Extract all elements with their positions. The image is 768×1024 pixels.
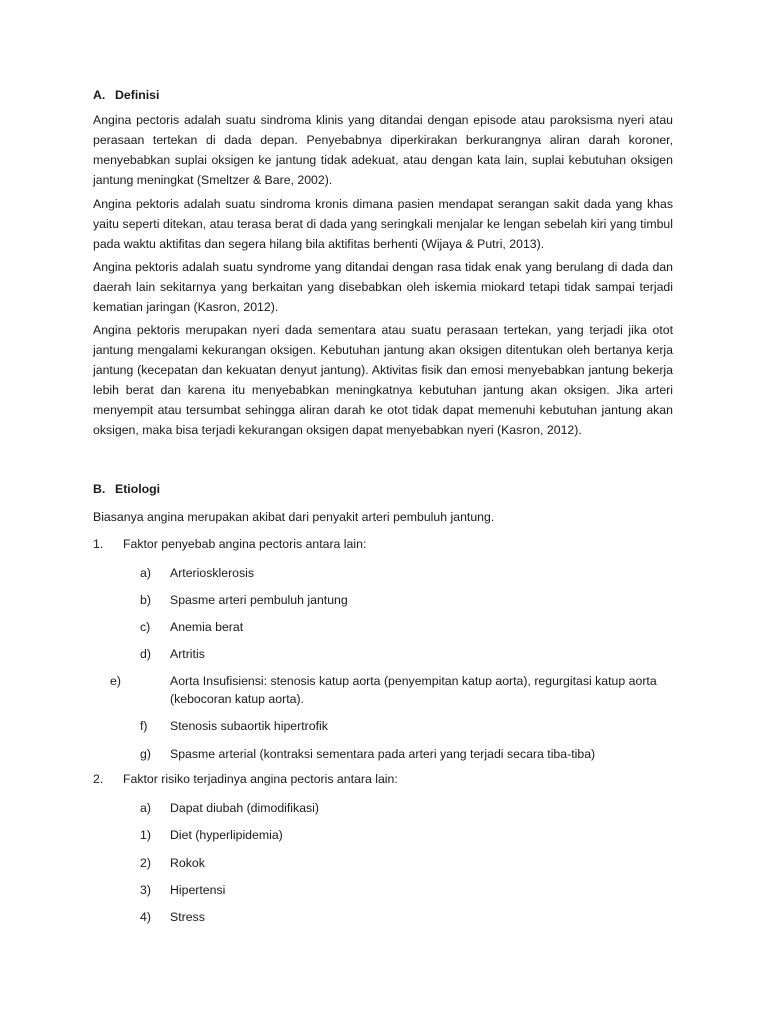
list-item-label: g) <box>140 747 151 761</box>
list-item-label: c) <box>140 620 151 634</box>
list-item-label: 4) <box>140 910 151 924</box>
list-item-label: 2) <box>140 856 151 870</box>
list-item <box>140 618 660 636</box>
list-item-text: Stress <box>170 910 205 924</box>
list-item-2-number: 2. <box>93 772 104 786</box>
list-item <box>140 745 700 763</box>
section-b-letter: B. <box>93 482 106 496</box>
list-item <box>140 564 660 582</box>
list-item-text: Diet (hyperlipidemia) <box>170 828 283 842</box>
section-a-title: Definisi <box>115 88 160 102</box>
section-b-heading <box>93 482 160 496</box>
list-item-text: Stenosis subaortik hipertrofik <box>170 719 328 733</box>
section-a-letter: A. <box>93 88 106 102</box>
etiology-intro: Biasanya angina merupakan akibat dari penyakit arteri pembuluh jantung. <box>93 510 495 524</box>
list-item <box>140 908 660 926</box>
list-item-1 <box>93 537 673 551</box>
section-a-heading <box>93 88 159 102</box>
list-item-label: f) <box>140 719 148 733</box>
list-item-2-text: Faktor risiko terjadinya angina pectoris antara lain: <box>123 772 398 786</box>
list-item-text: Aorta Insufisiensi: stenosis katup aorta (penyempitan katup aorta), regurgitasi katup aorta (kebocoran katup aorta). <box>170 674 657 706</box>
list-item <box>140 591 660 609</box>
list-item-label: b) <box>140 593 151 607</box>
list-item-text: Spasme arterial (kontraksi sementara pada arteri yang terjadi secara tiba-tiba) <box>170 747 596 761</box>
list-item-text: Artritis <box>170 647 205 661</box>
list-item-1-text: Faktor penyebab angina pectoris antara lain: <box>123 537 367 551</box>
list-item <box>140 645 660 663</box>
list-item-label: 1) <box>140 828 151 842</box>
list-item-label: d) <box>140 647 151 661</box>
list-item-text: Rokok <box>170 856 205 870</box>
list-item-2 <box>93 772 673 786</box>
list-item <box>140 799 660 817</box>
list-item-1-number: 1. <box>93 537 104 551</box>
list-item-text: Arteriosklerosis <box>170 566 255 580</box>
list-item-text: Hipertensi <box>170 883 226 897</box>
definition-paragraph-4: Angina pektoris merupakan nyeri dada sementara atau suatu perasaan tertekan, yang terjadi jika otot jantung mengalami kekurangan oksigen. Kebutuhan jantung akan oksigen ditentukan oleh bertanya kerja jantung (kecepatan dan kekuatan denyut jantung). Aktivitas fisik dan emosi menyebabkan jantung bekerja lebih berat dan karena itu menyebabkan meningkatnya kebutuhan jantung akan oksigen. Jika arteri menyempit atau tersumbat sehingga aliran darah ke otot tidak dapat memenuhi kebutuhan jantung akan oksigen, maka bisa terjadi kekurangan oksigen dapat menyebabkan nyeri (Kasron, 2012). <box>93 323 673 437</box>
definition-paragraph-2: Angina pektoris adalah suatu sindroma kronis dimana pasien mendapat serangan sakit dada yang khas yaitu seperti ditekan, atau terasa berat di dada yang seringkali menjalar ke lengan sebelah kiri yang timbul pada waktu aktifitas dan segera hilang bila aktifitas berhenti (Wijaya & Putri, 2013). <box>93 197 673 251</box>
list-item-label: e) <box>110 674 121 688</box>
definition-paragraph-3: Angina pektoris adalah suatu syndrome yang ditandai dengan rasa tidak enak yang berulang di dada dan daerah lain sekitarnya yang berkaitan yang disebabkan oleh iskemia miokard tetapi tidak sampai terjadi kematian jaringan (Kasron, 2012). <box>93 260 673 314</box>
list-item <box>140 854 660 872</box>
definition-paragraph-1: Angina pectoris adalah suatu sindroma klinis yang ditandai dengan episode atau paroksisma nyeri atau perasaan tertekan di dada depan. Penyebabnya diperkirakan berkurangnya aliran darah koroner, menyebabkan suplai oksigen ke jantung tidak adekuat, atau dengan kata lain, suplai kebutuhan oksigen jantung meningkat (Smeltzer & Bare, 2002). <box>93 113 673 187</box>
list-item-text: Anemia berat <box>170 620 244 634</box>
list-item <box>140 881 660 899</box>
list-item <box>110 672 680 708</box>
list-item <box>140 717 660 735</box>
list-item-label: 3) <box>140 883 151 897</box>
list-item-label: a) <box>140 566 151 580</box>
list-item-text: Spasme arteri pembuluh jantung <box>170 593 348 607</box>
section-b-title: Etiologi <box>115 482 161 496</box>
list-item-label: a) <box>140 801 151 815</box>
list-item <box>140 826 660 844</box>
list-item-text: Dapat diubah (dimodifikasi) <box>170 801 320 815</box>
